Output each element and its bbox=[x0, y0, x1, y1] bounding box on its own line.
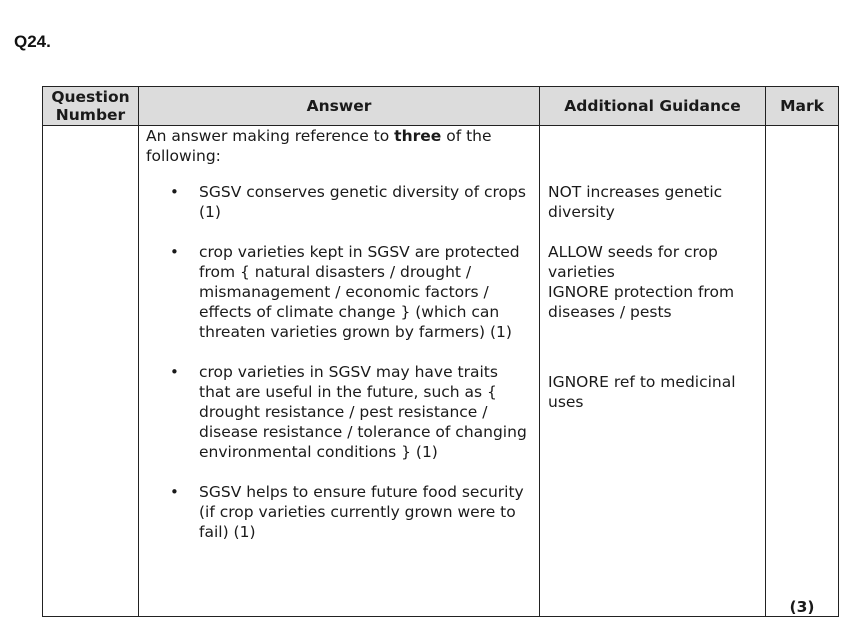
guidance-note: IGNORE protection from diseases / pests bbox=[548, 283, 735, 321]
bullet-text: SGSV helps to ensure future food security (if crop varieties currently grown were to fail) (1) bbox=[199, 483, 524, 541]
guidance-note: IGNORE ref to medicinal uses bbox=[548, 373, 736, 411]
bullet-text: SGSV conserves genetic diversity of crops (1) bbox=[199, 183, 526, 221]
bullet-marker: • bbox=[170, 183, 179, 201]
answer-bullet bbox=[170, 482, 533, 542]
mark-cell: (3) bbox=[766, 126, 839, 617]
guidance-header: Additional Guidance bbox=[540, 87, 766, 126]
intro-pre: An answer making reference to bbox=[146, 127, 395, 145]
bullet-text: crop varieties in SGSV may have traits that are useful in the future, such as { drought resistance / pest resistance / disease resistance / tolerance of changing environmental conditions } (1) bbox=[199, 363, 527, 461]
question-number-cell bbox=[43, 126, 139, 617]
intro-emphasis: three bbox=[394, 127, 442, 145]
answer-row bbox=[43, 126, 839, 617]
guidance-note: ALLOW seeds for crop varieties bbox=[548, 243, 718, 281]
question-number-header: Question Number bbox=[43, 87, 139, 126]
answer-bullet bbox=[170, 182, 533, 222]
question-label: Q24. bbox=[14, 32, 51, 51]
guidance-note: NOT increases genetic diversity bbox=[548, 183, 723, 221]
intro-post: of the following: bbox=[146, 127, 492, 165]
mark-scheme-table bbox=[42, 86, 839, 617]
answer-bullet bbox=[170, 242, 533, 342]
answer-header: Answer bbox=[139, 87, 540, 126]
answer-cell bbox=[139, 126, 540, 617]
mark-header: Mark bbox=[766, 87, 839, 126]
guidance-cell bbox=[540, 126, 766, 617]
header-row bbox=[43, 87, 839, 126]
bullet-marker: • bbox=[170, 363, 179, 381]
bullet-text: crop varieties kept in SGSV are protected from { natural disasters / drought / mismanagement / economic factors / effects of climate change } (which can threaten varieties grown by farmers) (1) bbox=[199, 243, 520, 341]
bullet-marker: • bbox=[170, 243, 179, 261]
answer-bullet bbox=[170, 362, 533, 462]
bullet-marker: • bbox=[170, 483, 179, 501]
answer-intro bbox=[146, 126, 533, 166]
